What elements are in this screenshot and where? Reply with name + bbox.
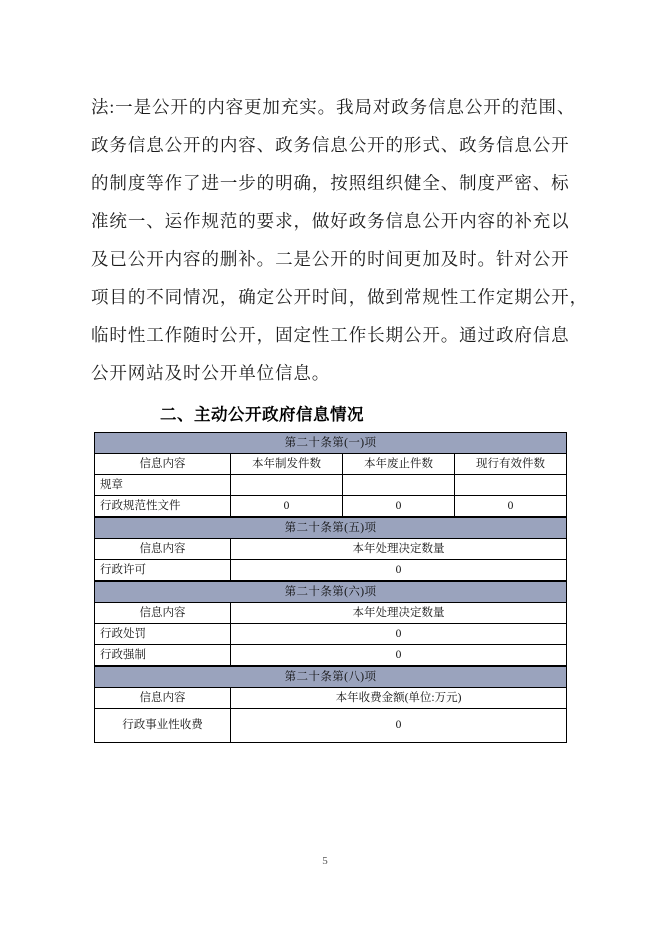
table-row bbox=[95, 624, 567, 645]
page-number: 5 bbox=[322, 855, 328, 867]
table-band-title-row bbox=[95, 433, 567, 454]
paragraph-line: 政 务 信 息 公 开 的 内 容 、 政 务 信 息 公 开 的 形 式 、 政 务 信 息 公 开 bbox=[91, 135, 570, 155]
row-value: 0 bbox=[231, 624, 567, 645]
table-band-title: 第二十条第(八)项 bbox=[95, 667, 567, 688]
row-value: 0 bbox=[231, 709, 567, 743]
column-header: 本年收费金额(单位:万元) bbox=[231, 688, 567, 709]
table-header-row bbox=[95, 454, 567, 475]
column-header: 信息内容 bbox=[95, 603, 231, 624]
column-header: 信息内容 bbox=[95, 539, 231, 560]
row-label: 行政强制 bbox=[95, 645, 231, 666]
column-header: 本年处理决定数量 bbox=[231, 603, 567, 624]
paragraph-line: 及 已 公 开 内 容 的 删 补 。 二 是 公 开 的 时 间 更 加 及 时 。 针 对 公 开 bbox=[91, 249, 570, 269]
column-header: 本年废止件数 bbox=[343, 454, 455, 475]
row-value: 0 bbox=[343, 496, 455, 517]
table-band-title-row bbox=[95, 518, 567, 539]
paragraph-line: 的 制 度 等 作 了 进 一 步 的 明 确 ， 按 照 组 织 健 全 、 制 度 严 密 、 标 bbox=[91, 173, 570, 193]
paragraph-line: 准 统 一 、 运 作 规 范 的 要 求 ， 做 好 政 务 信 息 公 开 内 容 的 补 充 以 bbox=[91, 211, 570, 231]
row-value: 0 bbox=[231, 496, 343, 517]
table-band-title-row bbox=[95, 667, 567, 688]
table-row bbox=[95, 475, 567, 496]
table-header-row bbox=[95, 688, 567, 709]
row-label: 行政规范性文件 bbox=[95, 496, 231, 517]
row-label: 行政事业性收费 bbox=[95, 709, 231, 743]
table-row bbox=[95, 709, 567, 743]
body-paragraph bbox=[91, 88, 588, 392]
row-value bbox=[343, 475, 455, 496]
row-value: 0 bbox=[231, 560, 567, 581]
column-header: 信息内容 bbox=[95, 688, 231, 709]
tables-container bbox=[94, 432, 566, 743]
row-label: 行政处罚 bbox=[95, 624, 231, 645]
table-band-title: 第二十条第(五)项 bbox=[95, 518, 567, 539]
row-label: 行政许可 bbox=[95, 560, 231, 581]
row-value bbox=[231, 475, 343, 496]
paragraph-line: 公开网站及时公开单位信息。 bbox=[91, 363, 331, 383]
column-header: 现行有效件数 bbox=[455, 454, 567, 475]
table-article20-item1 bbox=[94, 432, 567, 517]
column-header: 本年处理决定数量 bbox=[231, 539, 567, 560]
table-article20-item8 bbox=[94, 666, 567, 743]
table-article20-item5 bbox=[94, 517, 567, 581]
section-heading: 二、主动公开政府信息情况 bbox=[160, 405, 364, 424]
table-article20-item6 bbox=[94, 581, 567, 666]
table-row bbox=[95, 496, 567, 517]
paragraph-line: 临 时 性 工 作 随 时 公 开 ， 固 定 性 工 作 长 期 公 开 。 通 过 政 府 信 息 bbox=[91, 325, 570, 345]
paragraph-line: 项 目 的 不 同 情 况 ， 确 定 公 开 时 间 ， 做 到 常 规 性 工 作 定 期 公 开 ， bbox=[91, 287, 588, 307]
column-header: 本年制发件数 bbox=[231, 454, 343, 475]
table-row bbox=[95, 560, 567, 581]
table-header-row bbox=[95, 603, 567, 624]
paragraph-line: 法 : 一 是 公 开 的 内 容 更 加 充 实 。 我 局 对 政 务 信 息 公 开 的 范 围 、 bbox=[91, 97, 576, 117]
row-label: 规章 bbox=[95, 475, 231, 496]
table-band-title: 第二十条第(六)项 bbox=[95, 582, 567, 603]
column-header: 信息内容 bbox=[95, 454, 231, 475]
table-header-row bbox=[95, 539, 567, 560]
row-value bbox=[455, 475, 567, 496]
table-band-title-row bbox=[95, 582, 567, 603]
row-value: 0 bbox=[455, 496, 567, 517]
table-band-title: 第二十条第(一)项 bbox=[95, 433, 567, 454]
table-row bbox=[95, 645, 567, 666]
row-value: 0 bbox=[231, 645, 567, 666]
